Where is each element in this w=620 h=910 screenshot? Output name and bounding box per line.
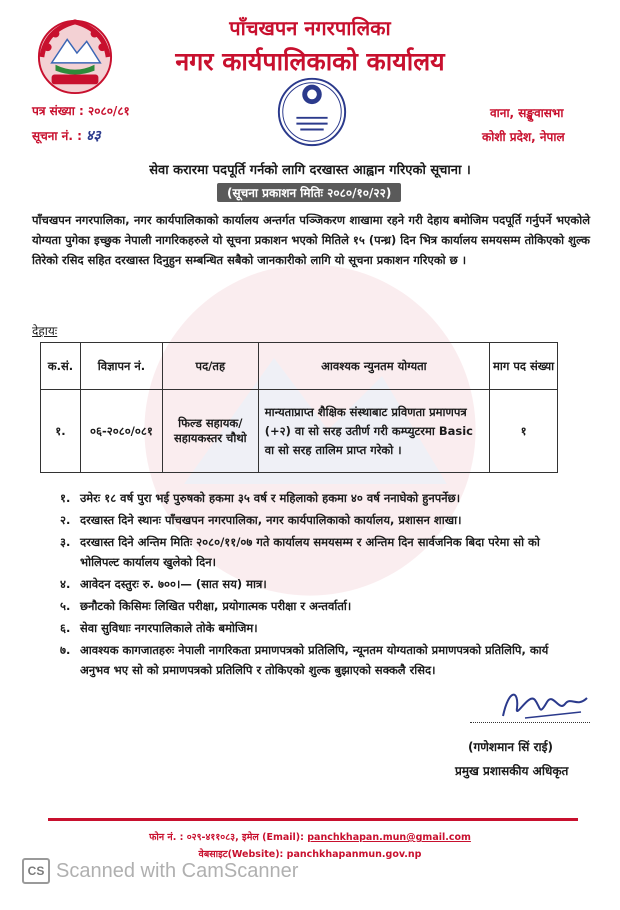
publish-date-badge: (सूचना प्रकाशन मितिः २०८०/१०/२२) — [217, 183, 401, 202]
cell-sn: १. — [41, 390, 81, 473]
footer-contact — [0, 830, 620, 843]
list-item: २. दरखास्त दिने स्थानः पाँचखपन नगरपालिका, नगर कार्यपालिकाको कार्यालय, प्रशासन शाखा। — [60, 513, 462, 527]
list-item: ५. छनौटको किसिमः लिखित परीक्षा, प्रयोगात्मक परीक्षा र अन्तर्वार्ता। — [60, 599, 352, 613]
list-item: ७. आवश्यक कागजातहरुः नेपाली नागरिकता प्रमाणपत्रको प्रतिलिपि, न्यूनतम योग्यताको प्रमाणपत्रको प्रतिलिपि, कार्य अनुभव भए सो को प्रमाणपत्रको प्रतिलिपि र तोकिएको शुल्क बुझाएको सक्कलै रसिद। — [60, 643, 549, 677]
signatory-name: (गणेशमान सिं राई) — [468, 740, 553, 754]
col-header-post: पद/तह — [162, 343, 258, 390]
list-item: ६. सेवा सुविधाः नगरपालिकाले तोके बमोजिम। — [60, 621, 258, 635]
cell-qualification: मान्यताप्राप्त शैक्षिक संस्थाबाट प्रविणता प्रमाणपत्र (+२) वा सो सरह उतीर्ण गरी कम्प्युटरमा Basic वा सो सरह तालिम प्राप्त गरेको । — [258, 390, 489, 473]
notice-subject: सेवा करारमा पदपूर्ति गर्नको लागि दरखास्त आह्वान गरिएको सूचाना । — [149, 163, 471, 178]
notice-number — [32, 126, 101, 145]
notice-number-value: ४३ — [86, 128, 101, 144]
footer-phone-email-label: फोन नं. : ०२९-४११०८३, इमेल (Email): — [149, 832, 304, 843]
cell-ad-no: ०६-२०८०/०८१ — [80, 390, 162, 473]
col-header-ad-no: विज्ञापन नं. — [80, 343, 162, 390]
list-item: १. उमेरः १८ वर्ष पुरा भई पुरुषको हकमा ३५ वर्ष र महिलाको हकमा ४० वर्ष ननाघेको हुनपर्नेछ। — [60, 491, 461, 505]
list-item: ४. आवेदन दस्तुरः रु. ७००।— (सात सय) मात्र। — [60, 577, 267, 591]
col-header-qualification: आवश्यक न्युनतम योग्यता — [258, 343, 489, 390]
col-header-count: माग पद संख्या — [490, 343, 558, 390]
notice-number-label: सूचना नं. : — [32, 129, 82, 143]
table-header-row — [41, 343, 558, 390]
office-seal-icon — [273, 70, 351, 150]
list-item: ३. दरखास्त दिने अन्तिम मितिः २०८०/११/०७ गते कार्यालय समयसम्म र अन्तिम दिन सार्वजनिक बिदा परेमा सो को भोलिपल्ट कार्यालय खुलेको दिन। — [60, 535, 540, 569]
camscanner-text: Scanned with CamScanner — [56, 859, 299, 882]
address-line-2: कोशी प्रदेश, नेपाल — [482, 130, 565, 144]
letter-number: पत्र संख्या : २०८०/८१ — [32, 104, 130, 118]
municipality-name: पाँचखपन नगरपालिका — [229, 16, 391, 40]
notice-intro: पाँचखपन नगरपालिका, नगर कार्यपालिकाको कार्यालय अन्तर्गत पञ्जिकरण शाखामा रहने गरी देहाय बमोजिम पदपूर्ति गर्नुपर्ने भएकोले योग्यता पुगेका इच्छुक नेपाली नागरिकहरुले यो सूचना प्रकाशन भएको मितिले १५ (पन्ध्र) दिन भित्र कार्यालय समयसम्म तोकिएको शुल्क तिरेको रसिद सहित दरखास्त दिनुहुन सम्बन्धित सबैको जानकारीको लागि यो सूचना प्रकाशन गरिएको छ । — [32, 213, 590, 267]
col-header-sn: क.सं. — [41, 343, 81, 390]
table-row — [41, 390, 558, 473]
signatory-title: प्रमुख प्रशासकीय अधिकृत — [455, 764, 569, 778]
cell-count: १ — [490, 390, 558, 473]
cell-post: फिल्ड सहायक/ सहायकस्तर चौथो — [162, 390, 258, 473]
footer-email-link[interactable]: panchkhapan.mun@gmail.com — [307, 832, 471, 843]
footer-website-link[interactable]: panchkhapanmun.gov.np — [286, 849, 422, 860]
vacancy-heading: देहायः — [32, 324, 58, 338]
signature-line — [470, 722, 590, 723]
camscanner-logo-icon: CS — [22, 858, 50, 884]
address-line-1: वाना, सङ्खुवासभा — [490, 106, 564, 120]
footer-website-label: वेबसाइट(Website): — [198, 849, 284, 860]
conditions-list — [60, 488, 580, 682]
signature-mark-icon — [495, 682, 595, 726]
camscanner-watermark — [22, 858, 298, 884]
vacancy-table — [40, 342, 558, 473]
footer-divider — [48, 818, 578, 821]
office-name: नगर कार्यपालिकाको कार्यालय — [175, 47, 445, 76]
